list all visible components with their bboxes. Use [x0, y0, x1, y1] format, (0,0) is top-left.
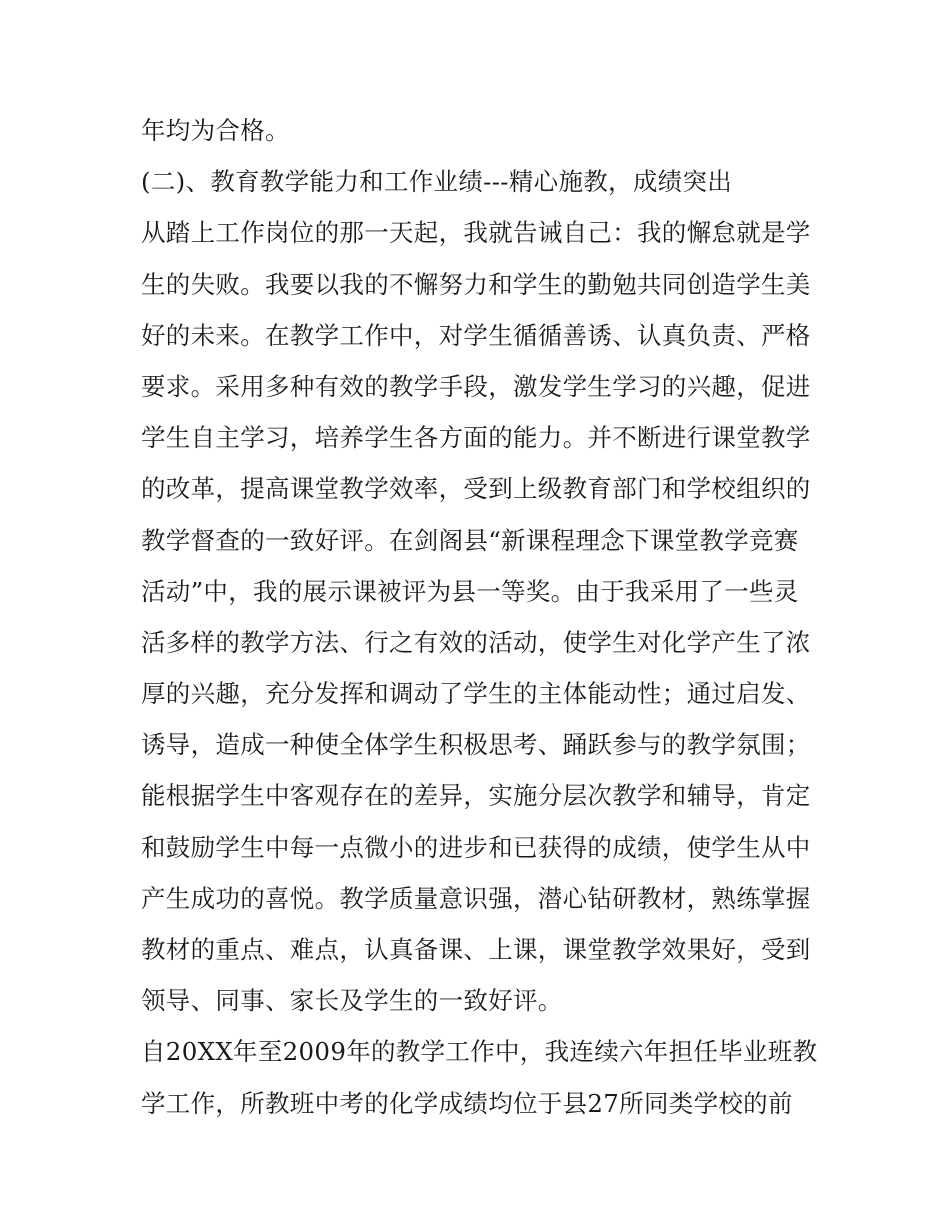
- text-line: 的改革，提高课堂教学效率，受到上级教育部门和学校组织的: [141, 474, 811, 504]
- text-line: 生的失败。我要以我的不懈努力和学生的勤勉共同创造学生美: [141, 269, 811, 299]
- text-line: 从踏上工作岗位的那一天起，我就告诫自己：我的懈怠就是学: [141, 218, 811, 248]
- text-line: 领导、同事、家长及学生的一致好评。: [141, 986, 563, 1016]
- body-text: [141, 105, 821, 1129]
- text-line: 学工作，所教班中考的化学成绩均位于县27所同类学校的前: [141, 1088, 793, 1118]
- text-line: 自20XX年至2009年的教学工作中，我连续六年担任毕业班教: [141, 1037, 818, 1067]
- text-line: 教材的重点、难点，认真备课、上课，课堂教学效果好，受到: [141, 935, 811, 964]
- text-line: 教学督查的一致好评。在剑阁县“新课程理念下课堂教学竞赛: [141, 525, 799, 555]
- text-line: 要求。采用多种有效的教学手段，激发学生学习的兴趣，促进: [141, 371, 811, 401]
- text-line: 活多样的教学方法、行之有效的活动，使学生对化学产生了浓: [141, 627, 811, 657]
- text-line: 厚的兴趣，充分发挥和调动了学生的主体能动性；通过启发、: [141, 679, 811, 709]
- text-line: 和鼓励学生中每一点微小的进步和已获得的成绩，使学生从中: [141, 832, 811, 862]
- text-line: 学生自主学习，培养学生各方面的能力。并不断进行课堂教学: [141, 423, 811, 453]
- text-line: 能根据学生中客观存在的差异，实施分层次教学和辅导，肯定: [141, 781, 811, 811]
- text-line: 活动”中，我的展示课被评为县一等奖。由于我采用了一些灵: [141, 576, 799, 606]
- text-line: 年均为合格。: [141, 116, 290, 145]
- text-line: 好的未来。在教学工作中，对学生循循善诱、认真负责、严格: [141, 320, 811, 350]
- section-heading: (二)、教育教学能力和工作业绩---精心施教，成绩突出: [141, 167, 733, 197]
- text-line: 产生成功的喜悦。教学质量意识强，潜心钻研教材，熟练掌握: [141, 883, 811, 913]
- text-line: 诱导，造成一种使全体学生积极思考、踊跃参与的教学氛围；: [141, 730, 811, 760]
